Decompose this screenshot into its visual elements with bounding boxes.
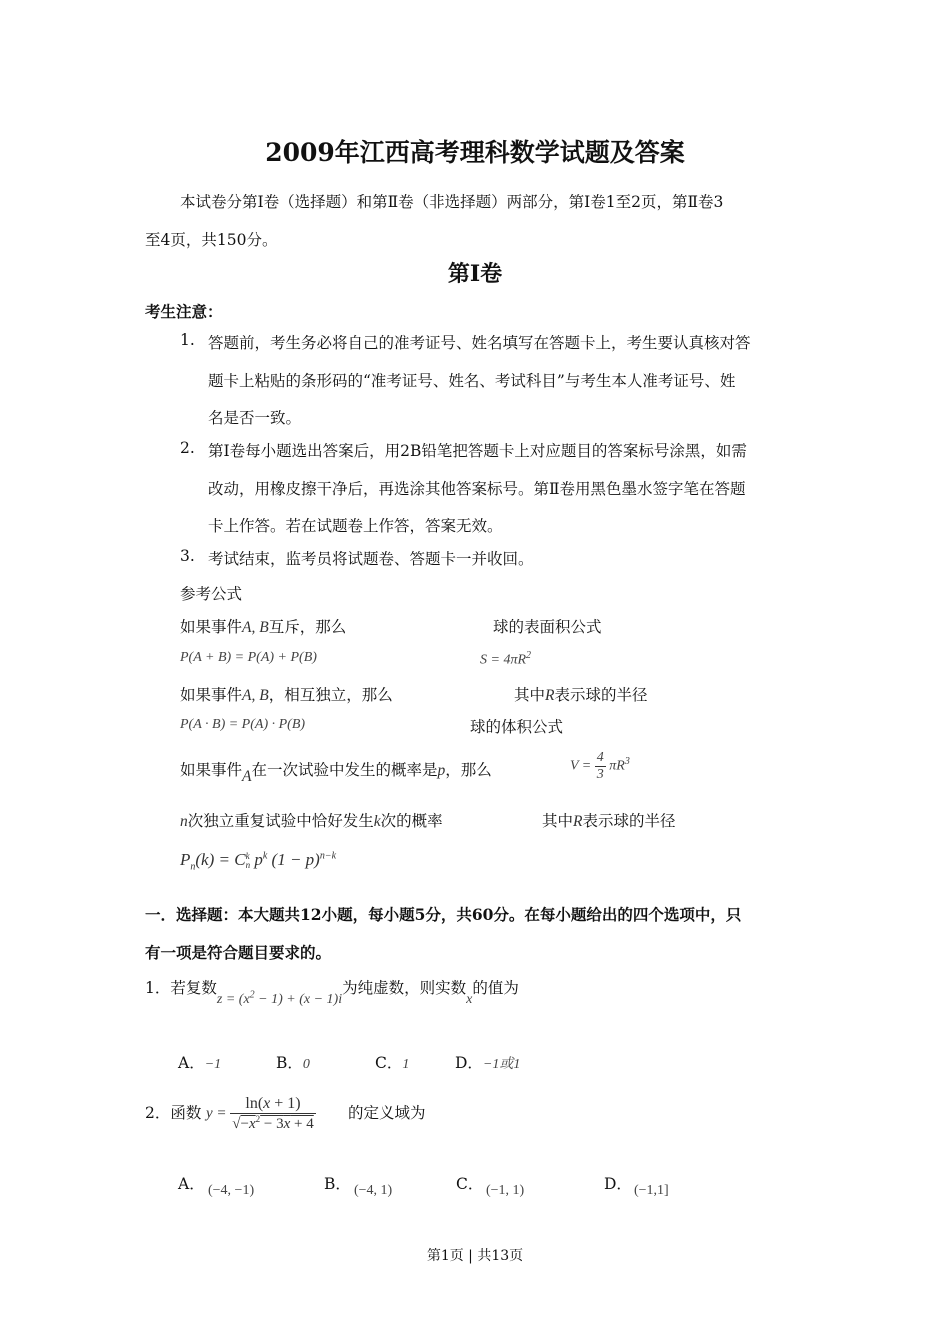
sphere-area-note-a: 其中 [514, 686, 546, 704]
question-1-x: x [466, 992, 473, 1007]
formula-4-text [180, 809, 443, 831]
binomial-formula-p: P [180, 850, 191, 869]
question-1-mid: 为纯虚数，则实数 [342, 979, 467, 997]
notice-3-line-1: 考试结束，监考员将试题卷、答题卡一并收回。 [208, 550, 534, 568]
q2-option-a-label[interactable]: A． [178, 1175, 205, 1193]
part1-heading-line-1: 一．选择题：本大题共12小题，每小题5分，共60分。在每小题给出的四个选项中，只 [145, 905, 742, 924]
q2-option-c-label[interactable]: C． [456, 1175, 484, 1193]
formula-3-p: p [437, 762, 446, 779]
question-2-suffix: 的定义域为 [348, 1104, 426, 1122]
notice-2-line-3: 卡上作答。若在试题卷上作答，答案无效。 [208, 517, 503, 535]
page-footer: 第1页 | 共13页 [426, 1248, 524, 1264]
formula-1-vars: A, B [242, 619, 269, 636]
notice-3-number: 3. [180, 547, 195, 565]
formulas-heading: 参考公式 [180, 585, 243, 603]
notice-1-number: 1. [180, 331, 195, 349]
q2-option-d-value[interactable]: (−1,1] [634, 1183, 669, 1198]
formula-2-text [180, 683, 393, 705]
formula-3-mid: 在一次试验中发生的概率是 [251, 761, 438, 779]
question-2-number: 2． [145, 1104, 171, 1122]
q1-option-d-value: −1或1 [482, 1057, 521, 1072]
question-2-prefix: 函数 [170, 1104, 202, 1122]
formula-3-text [180, 758, 492, 785]
notice-1-line-2: 题卡上粘贴的条形码的“准考证号、姓名、考试科目”与考生本人准考证号、姓 [208, 372, 736, 390]
formula-3-var: A [242, 768, 252, 785]
question-2-formula: y = $\frac{\ln(x + 1)}{√-x^2 - 3x + 4}$ [206, 1095, 314, 1132]
notice-1-line-3: 名是否一致。 [208, 409, 302, 427]
sphere-area-formula: $S = 4\pi R^2$ [480, 650, 532, 668]
q1-option-c[interactable] [375, 1051, 409, 1073]
q2-option-d-label[interactable]: D． [604, 1175, 632, 1193]
q1-option-b[interactable] [276, 1051, 310, 1073]
sphere-area-formula-text: S = 4πR [480, 652, 527, 668]
sphere-vol-label: 球的体积公式 [470, 718, 564, 736]
question-2 [145, 1101, 201, 1123]
question-1-number: 1． [145, 979, 171, 997]
formula-2-equation: P(A · B) = P(A) · P(B) [180, 717, 306, 732]
q1-option-d-label: D． [455, 1054, 483, 1072]
notice-heading: 考生注意： [145, 302, 223, 321]
notice-2-line-2: 改动，用橡皮擦干净后，再选涂其他答案标号。第Ⅱ卷用黑色墨水签字笔在答题 [208, 480, 746, 498]
intro-line-2: 至4页，共150分。 [145, 231, 278, 249]
sphere-vol-note-r: R [573, 813, 583, 830]
binomial-formula: $P_n(k) = C$ k n $p^k$ $(1 - p)^{n-k}$ [180, 850, 337, 873]
sphere-vol-note-b: 表示球的半径 [582, 812, 676, 830]
q1-option-a[interactable] [178, 1051, 221, 1073]
q1-option-a-label: A． [178, 1054, 205, 1072]
page-title: 2009年江西高考理科数学试题及答案 [265, 138, 685, 167]
q2-option-a-value[interactable]: (−4, −1) [208, 1183, 255, 1198]
q2-option-b-label[interactable]: B． [324, 1175, 351, 1193]
formula-1-prefix: 如果事件 [180, 618, 243, 636]
question-1-formula: $z = (x^2 - 1) + (x - 1)i$ [216, 989, 343, 1007]
part1-heading-line-2: 有一项是符合题目要求的。 [145, 943, 332, 962]
q2-option-c-value[interactable]: (−1, 1) [486, 1183, 525, 1198]
q1-option-c-value: 1 [402, 1057, 410, 1072]
notice-2-line-1: 第Ⅰ卷每小题选出答案后，用2B铅笔把答题卡上对应题目的答案标号涂黑，如需 [208, 442, 747, 460]
formula-3-prefix: 如果事件 [180, 761, 243, 779]
section-heading: 第Ⅰ卷 [447, 261, 503, 287]
sphere-area-label: 球的表面积公式 [493, 618, 602, 636]
q1-option-b-label: B． [276, 1054, 303, 1072]
formula-1-suffix: 互斥，那么 [268, 618, 347, 636]
formula-1-text [180, 615, 346, 637]
formula-2-prefix: 如果事件 [180, 686, 243, 704]
question-1 [145, 976, 519, 1007]
q1-option-b-value: 0 [302, 1057, 310, 1072]
q1-option-c-label: C． [375, 1054, 403, 1072]
sphere-area-note-b: 表示球的半径 [554, 686, 648, 704]
formula-4-suffix: 次的概率 [380, 812, 443, 830]
sphere-vol-note-a: 其中 [542, 812, 574, 830]
notice-1-line-1: 答题前，考生务必将自己的准考证号、姓名填写在答题卡上，考生要认真核对答 [208, 334, 751, 352]
sphere-vol-note [542, 809, 676, 831]
sphere-vol-formula: V = $\frac{4}{3}$ $\pi R^3$ [570, 750, 630, 782]
q1-option-d[interactable] [455, 1051, 520, 1073]
formula-1-equation: P(A + B) = P(A) + P(B) [180, 650, 317, 665]
formula-4-mid: 次独立重复试验中恰好发生 [187, 812, 374, 830]
q2-option-b-value[interactable]: (−4, 1) [354, 1183, 393, 1198]
sphere-area-note-r: R [545, 687, 555, 704]
question-1-prefix: 若复数 [170, 979, 217, 997]
formula-4-n: n [180, 813, 188, 830]
q1-option-a-value: −1 [204, 1057, 222, 1072]
notice-2-number: 2. [180, 439, 195, 457]
intro-line-1: 本试卷分第Ⅰ卷（选择题）和第Ⅱ卷（非选择题）两部分，第Ⅰ卷1至2页，第Ⅱ卷3 [180, 193, 724, 211]
question-1-suffix: 的值为 [472, 979, 519, 997]
sphere-area-note [514, 683, 648, 705]
formula-2-suffix: ，相互独立，那么 [268, 686, 393, 704]
formula-2-vars: A, B [242, 687, 269, 704]
formula-3-suffix: ，那么 [445, 761, 492, 779]
formula-4-k: k [373, 813, 381, 830]
